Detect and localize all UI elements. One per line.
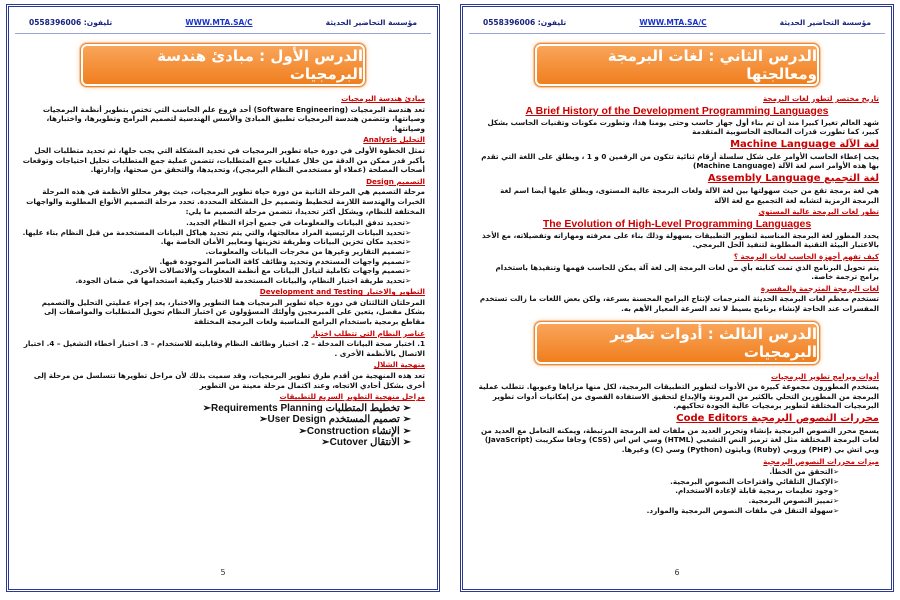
paragraph: يتم تحويل البرنامج الذي تمت كتابته بأي من لغات البرمجة إلى لغة آلة يمكن للحاسب فهمها وتنفيذها باستخدام برامج ترجمة خاصة. (495, 262, 879, 282)
list-item: ➢ تصميم واجهات المستخدم وتحديد وظائف كافة العناصر الموجودة فيها. (21, 257, 411, 267)
page-header (469, 11, 885, 34)
page-left (6, 4, 440, 592)
section-heading: لغات البرمجة المترجمة والمفسرة (760, 283, 879, 293)
lesson-banner: الدرس الثاني : لغات البرمجة ومعالجتها (535, 44, 819, 86)
section-heading-en: A Brief History of the Development Programming Languages (525, 104, 829, 117)
paragraph: مرحلة التصميم هي المرحلة الثانية من دورة حياة تطوير البرمجيات، حيث يوفر محللو الأنظمة في هذه المرحلة الخبرات والهندسة اللازمة لتخطيط وتصميم حل المشكلة المحددة. تحدد مرحلة التصميم الأنواع المطلوبة والواجهات المختلفة للنظام، ويشكل أكثر تحديدا، تتضمن مرحلة التصميم ما يلي: (26, 187, 425, 216)
list-item: ➢ التحقق من الخطأ. (475, 467, 839, 477)
section-heading: التصميم Design (366, 176, 425, 186)
paragraph: يستخدم المطورون مجموعة كبيرة من الأدوات لتطوير التطبيقات البرمجية، لكل منها مزاياها وعيوبها. تتطلب عملية البرمجة من المطورين التحلي بالكثير من المرونة والإبداع لتحقيق الاستفادة القصوى من إمكانيات أدوات تطوير البرمجيات المختلفة لتطوير برمجيات عالية الجودة تحاكيهم. (478, 382, 879, 411)
phone-text: تليفون: 0558396006 (29, 17, 113, 27)
paragraph: تستخدم معظم لغات البرمجة الحديثة المترجمات لإنتاج البرامج المحسنة بسرعة، ولكن بعض اللغات ما زالت تستخدم المفسرات عند الحاجة لإنشاء برنامج بسيط لا تعد السرعة المعيار الأهم به. (479, 294, 879, 313)
lesson-content (9, 94, 437, 449)
lesson-content (463, 94, 891, 314)
paragraph: تعد هندسة البرمجيات (Software Engineering) أحد فروع علم الحاسب التي تختص بتطوير أنظمة البرمجيات وصيانتها، وتتضمن هندسة البرمجيات تطبيق المبادئ والأسس الهندسية لتصميم البرامج وتطويرها، واختبارها، وصيانتها. (42, 104, 425, 133)
page-header (15, 11, 431, 34)
list-item: ➢ تحديد البيانات الرئيسية المراد معالجتها، والتي يتم تحديد هياكل البيانات المستخدمة من قبل النظام بناء عليها. (21, 228, 411, 238)
list-item: ➢ User Design تصميم المستخدم ➢ (21, 414, 411, 426)
section-heading: التطوير والاختبار Development and Testing (259, 287, 425, 297)
list-item: ➢ تمييز النصوص البرمجية. (475, 496, 839, 506)
section-heading: عناصر النظام التي تتطلب اختبار (311, 328, 425, 338)
list-item: ➢ الإكمال التلقائي واقتراحات النصوص البرمجية. (475, 477, 839, 487)
section-heading: أدوات وبرامج تطوير البرمجيات (771, 371, 879, 381)
list-item: ➢ تصميم التقارير وغيرها من مخرجات البيانات والمعلومات. (21, 247, 411, 257)
section-heading: منهجية الشلال (373, 360, 425, 370)
features-list (475, 467, 879, 515)
rapid-list (21, 403, 425, 449)
design-list (21, 218, 425, 285)
page-right (460, 4, 894, 592)
section-heading: محررات النصوص البرمجية Code Editors (676, 412, 879, 424)
section-heading: مبادئ هندسة البرمجيات (341, 94, 425, 103)
section-heading: مراحل منهجية التطوير السريع للتطبيقات (279, 392, 425, 402)
list-item: ➢ وجود تعليمات برمجية قابلة لإعادة الاستخدام. (475, 486, 839, 496)
list-item: ➢ تحديد مكان تخزين البيانات وطريقة تخزينها ومعايير الأمان الخاصة بها. (21, 237, 411, 247)
page-number: 5 (220, 568, 226, 577)
paragraph: هي لغة برمجة تقع من حيث سهولتها بين لغة الآلة ولغات البرمجة عالية المستوى، ويطلق عليها أيضا اسم لغة البرمجة الرمزية لتشابه لغة التجميع مع لغة الآلة (500, 185, 879, 205)
lesson-banner: الدرس الأول : مبادئ هندسة البرمجيات (81, 44, 365, 86)
lesson-content (463, 372, 891, 516)
website-link[interactable]: WWW.MTA.SA/C (185, 17, 253, 27)
page-number: 6 (674, 568, 680, 577)
paragraph: 1. اختبار صحة البيانات المدخلة – 2. اختبار وظائف النظام وقابليته للاستخدام – 3. اختبار أخطاء التشغيل – 4. اختبار الاتصال بالأنظمة الأخرى . (23, 339, 425, 358)
section-heading: كيف تفهم أجهزة الحاسب لغات البرمجة ؟ (733, 251, 879, 261)
list-item: ➢ تصميم واجهات تكاملية لتبادل البيانات مع أنظمة المعلومات والاتصالات الأخرى. (21, 266, 411, 276)
paragraph: تعد هذه المنهجية من أقدم طرق تطوير البرمجيات، وقد سميت بذلك لأن مراحل تطويرها تتسلسل من مرحلة إلى أخرى بشكل أحادي الاتجاه، وعند اكتمال مرحلة معينة من التطوير (33, 371, 425, 390)
phone-text: تليفون: 0558396006 (483, 17, 567, 27)
section-heading: التحليل Analysis (363, 135, 425, 145)
section-heading: تاريخ مختصر لتطور لغات البرمجة (762, 94, 879, 103)
section-heading: تطور لغات البرمجة عالية المستوى (758, 207, 879, 217)
org-name: مؤسسة التحاضير الحديثة (325, 17, 417, 27)
paragraph: تمثل الخطوة الأولى في دورة حياة تطوير البرمجيات في تحديد المشكلة التي يجب حلها، ثم تحديد متطلبات الحل بأكبر قدر ممكن من الدقة من خلال عمليات جمع المتطلبات، تتضمن عملية جمع المتطلبات تحليل احتياجات وتوقعات أصحاب المصلحة (عملاء أو مستخدمي النظام البرمجي)، وتحديدها، والتحقق من صحتها، وإدارتها. (22, 145, 425, 175)
paragraph: يجب إعطاء الحاسب الأوامر على شكل سلسلة أرقام ثنائية تتكون من الرقمين 0 و 1 ، ويطلق على اللغة التي تقدم بها هذه الأوامر اسم لغة الآلة (Machine Language) (481, 151, 879, 171)
org-name: مؤسسة التحاضير الحديثة (779, 17, 871, 27)
list-item: ➢ تحديد تدفق البيانات والمعلومات في جميع أجزاء النظام الجديد. (21, 218, 411, 228)
list-item: ➢ تحديد طريقة اختبار النظام، والبيانات المستخدمة للاختبار وكيفية استخدامها في ضمان الجودة. (21, 276, 411, 286)
section-heading-en: The Evolution of High-Level Programming Languages (542, 217, 812, 230)
section-heading: لغة الآلة Machine Language (730, 138, 879, 150)
list-item: ➢ Construction الإنشاء ➢ (21, 426, 411, 438)
paragraph: يحدد المطور لغة البرمجة المناسبة لتطوير التطبيقات بسهولة وذلك بناء على معرفته ومهاراته وتفضيلاته، مع الأخذ بالاعتبار البيئة التقنية المطلوبة لتنفيذ الحل البرمجي. (482, 230, 879, 250)
section-heading: لغة التجميع Assembly Language (707, 172, 879, 184)
website-link[interactable]: WWW.MTA.SA/C (639, 17, 707, 27)
paragraph: المرحلتان الثالثتان في دورة حياة تطوير البرمجيات هما التطوير والاختبار، يعد إجراء عمليتي التحليل والتصميم بشكل مفصل، يتعين على المبرمجين وأولئك المسؤولون عن اختبار النظام تحويل المتطلبات والمواصفات إلى مقاطع برمجية باستخدام البرامج المناسبة ولغات البرمجة المختلفة (41, 297, 425, 327)
paragraph: يسمح محرر النصوص البرمجية بإنشاء وتحرير العديد من ملفات لغة البرمجة المرتبطة، ويمكنه التعامل مع العديد من لغات البرمجة المختلفة مثل لغة ترميز النص التشعبي (HTML) وسي اس اس (CSS) وجافا سكريبت (JavaScript) وبي اتش بي (PHP) وروبي (Ruby) وبايثون (Python) وسي (C) وغيرها. (480, 425, 879, 455)
lesson-banner: الدرس الثالث : أدوات تطوير البرمجيات (535, 322, 819, 364)
list-item: ➢ Cutover الانتقال ➢ (21, 437, 411, 449)
list-item: ➢ Requirements Planning تخطيط المتطلبات ➢ (21, 403, 411, 415)
paragraph: شهد العالم تغيرا كبيرا منذ أن تم بناء أول جهاز حاسب وحتى يومنا هذا، وتطورت مكونات وتقنيات الحاسب بشكل كبير، كما تطورت قدرات المعالجة الحاسوبية المتقدمة (487, 117, 879, 137)
section-heading: ميزات محررات النصوص البرمجية (763, 456, 879, 466)
list-item: ➢ سهولة التنقل في ملفات النصوص البرمجية والموارد. (475, 506, 839, 516)
